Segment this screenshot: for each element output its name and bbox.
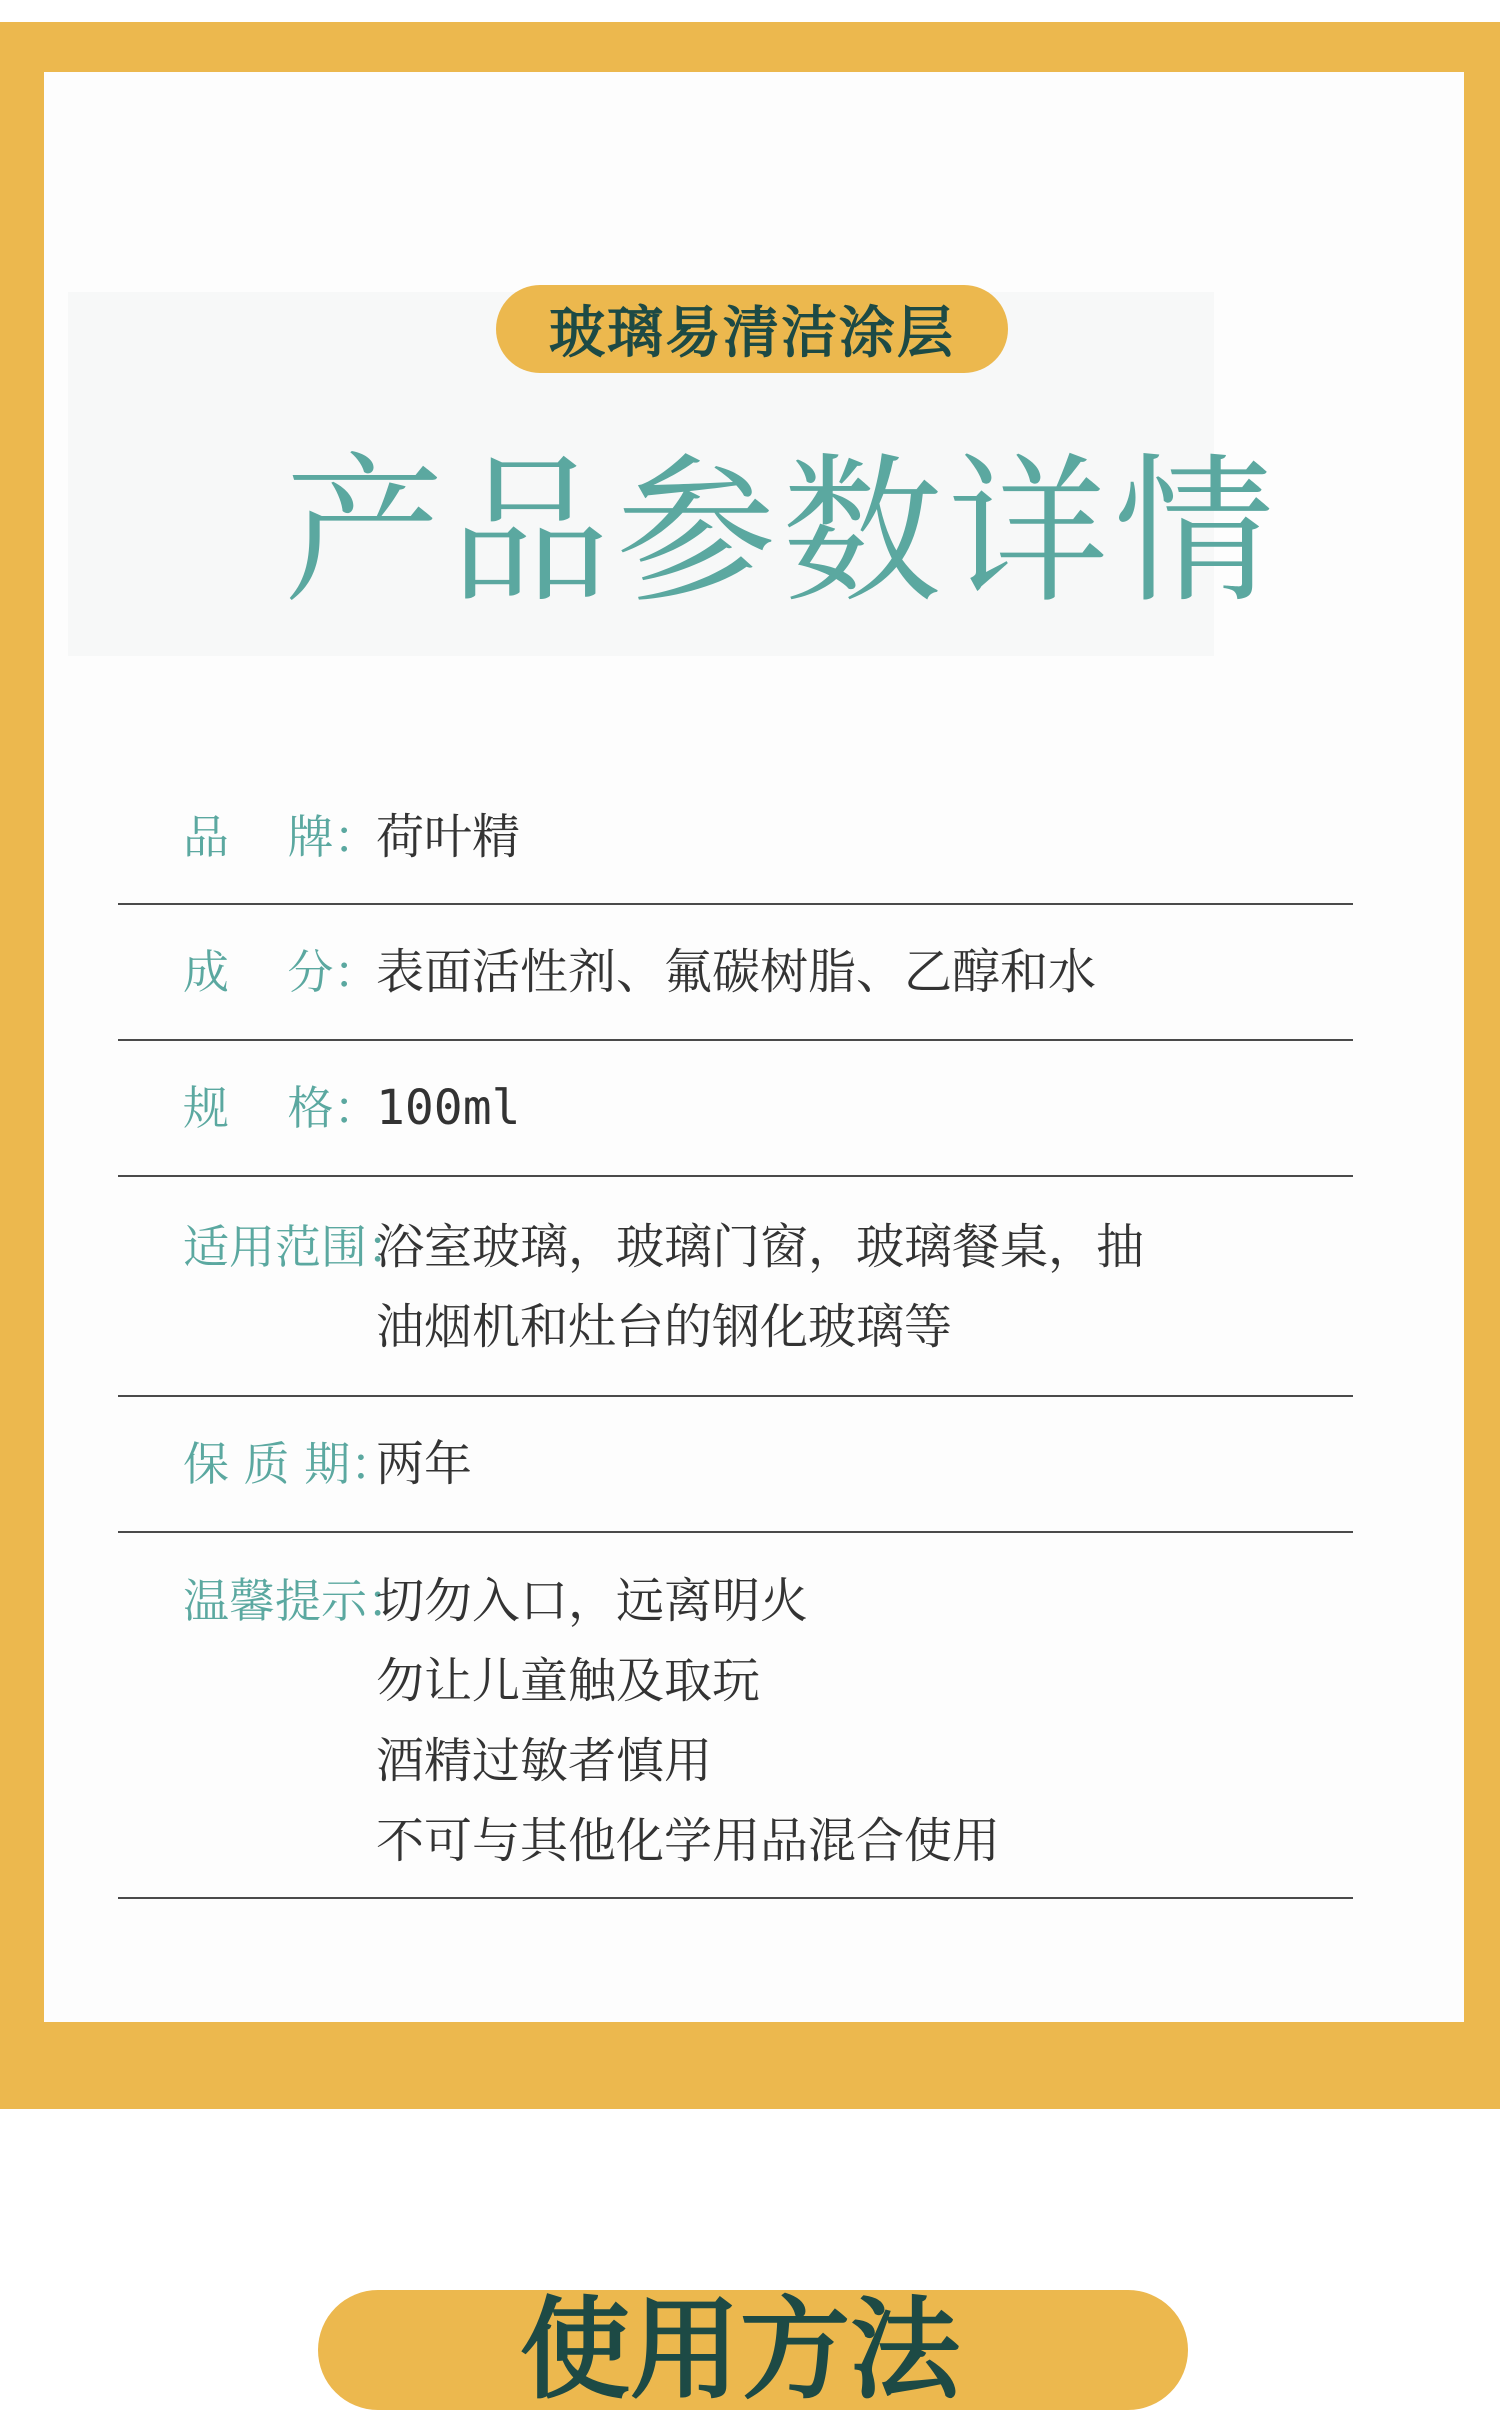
spec-row-ingredients [118,905,1353,1041]
spec-value-line: 酒精过敏者慎用 [376,1733,713,1789]
spec-value-line: 荷叶精 [376,808,521,865]
spec-row-brand [118,770,1353,905]
spec-table [118,770,1353,1899]
spec-value [376,797,1353,877]
spec-value [376,932,1353,1012]
spec-value-line: 表面活性剂、氟碳树脂、乙醇和水 [376,944,1097,1000]
spec-value-line: 勿让儿童触及取玩 [376,1653,761,1709]
spec-value-line: 切勿入口，远离明火 [376,1573,809,1629]
spec-label: 保 质 期： [183,1437,397,1491]
spec-value [376,1068,1353,1148]
spec-value-line: 100ml [376,1080,521,1136]
spec-label: 温馨提示： [183,1574,413,1628]
category-pill [496,285,1008,373]
spec-label: 适用范围： [183,1220,413,1274]
spec-value [376,1561,1353,1881]
next-section-title: 使用方法 [520,2286,960,2414]
page-title: 产品参数详情 [284,438,1281,625]
spec-value-line: 浴室玻璃，玻璃门窗，玻璃餐桌，抽 [376,1219,1145,1275]
spec-value-line: 油烟机和灶台的钢化玻璃等 [376,1299,953,1355]
spec-row-scope [118,1177,1353,1397]
spec-value-line: 不可与其他化学用品混合使用 [376,1813,1001,1869]
spec-label: 规 格： [183,1081,380,1135]
spec-value [376,1207,1353,1367]
spec-label: 成 分： [183,945,380,999]
spec-row-size [118,1041,1353,1177]
spec-label: 品 牌： [183,809,380,864]
spec-value-line: 两年 [376,1436,473,1492]
spec-row-tips [118,1533,1353,1899]
spec-row-shelf-life [118,1397,1353,1533]
category-pill-text: 玻璃易清洁涂层 [549,301,955,366]
spec-value [376,1424,1353,1504]
